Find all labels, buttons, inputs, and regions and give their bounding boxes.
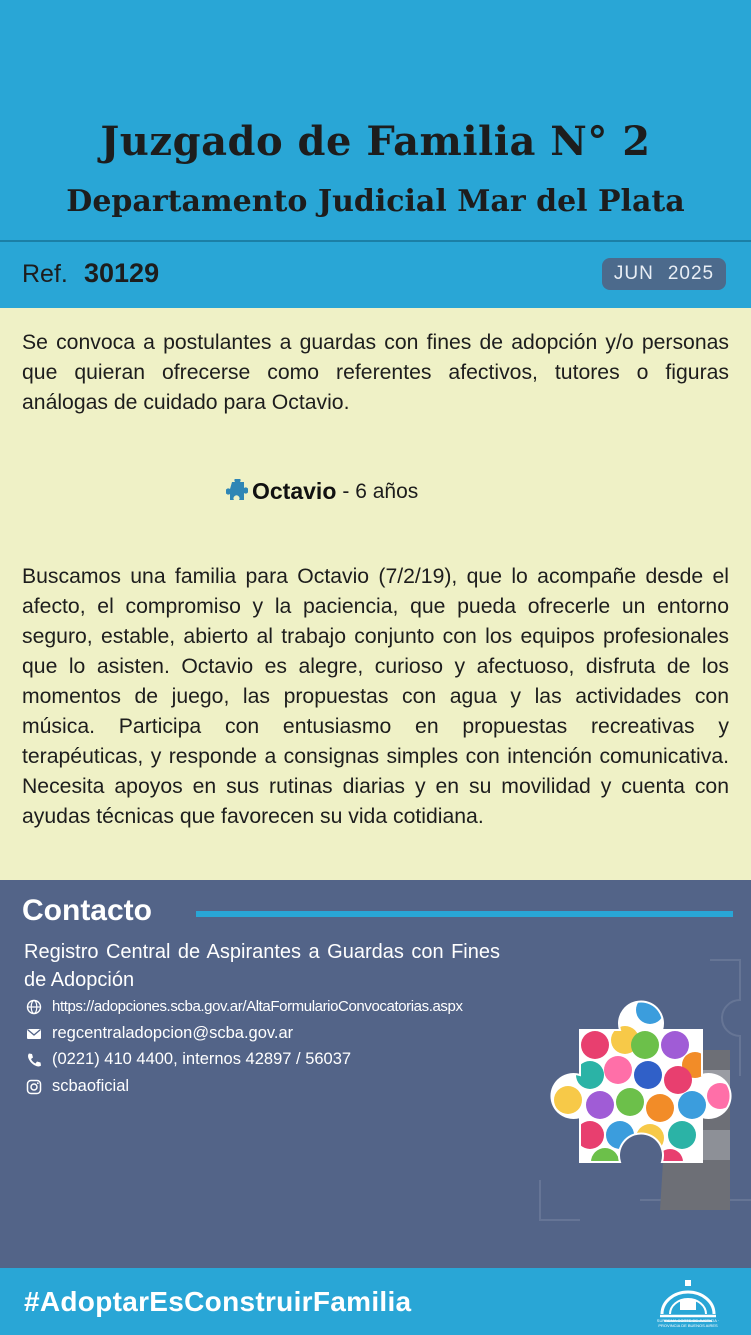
email-link[interactable]: regcentraladopcion@scba.gov.ar (52, 1024, 294, 1042)
phone-number[interactable]: (0221) 410 4400, internos 42897 / 56037 (52, 1050, 352, 1068)
contact-email[interactable] (26, 1024, 293, 1043)
date-year: 2025 (667, 263, 715, 284)
child-name: Octavio (252, 478, 337, 504)
reference-number: 30129 (84, 258, 160, 288)
instagram-icon (26, 1079, 42, 1095)
description-paragraph: Buscamos una familia para Octavio (7/2/19), que lo acompañe desde el afecto, el compromiso y la paciencia, que pueda ofrecerle un entorno seguro, estable, abierto al trabajo conjunto con los equipos profesionales que lo asisten. Octavio es alegre, curioso y afectuoso, disfruta de los momentos de juego, las propuestas con agua y las actividades con música. Participa con entusiasmo en propuestas recreativas y terapéuticas, y responde a consignas simples con intención comunicativa. Necesita apoyos en sus rutinas diarias y en su movilidad y cuenta con ayudas técnicas que favorecen su vida cotidiana. (22, 565, 729, 828)
contact-title: Contacto (22, 894, 152, 927)
footer-hashtag: #AdoptarEsConstruirFamilia (24, 1286, 412, 1317)
website-link[interactable]: https://adopciones.scba.gov.ar/AltaFormularioConvocatorias.aspx (52, 998, 463, 1015)
intro-paragraph: Se convoca a postulantes a guardas con fines de adopción y/o personas que quieran ofrecerse como referentes afectivos, tutores o figuras análogas de cuidado para Octavio. (22, 331, 729, 414)
scba-logo-text: SUPREMA CORTE DE JUSTICIA · PROVINCIA DE BUENOS AIRES (656, 1318, 720, 1328)
reference-label: Ref. (22, 260, 68, 288)
puzzle-piece-icon (226, 479, 248, 505)
contact-instagram[interactable] (26, 1077, 129, 1096)
page-title: Juzgado de Familia N° 2 (100, 118, 651, 165)
contact-divider (196, 911, 733, 917)
date-month: JUN (613, 263, 654, 284)
contact-phone[interactable] (26, 1050, 351, 1069)
phone-icon (26, 1052, 42, 1068)
date-badge (602, 258, 726, 290)
child-age: - 6 años (342, 479, 419, 503)
child-heading (226, 478, 418, 505)
contact-website[interactable] (26, 998, 463, 1015)
globe-icon (26, 999, 42, 1015)
contact-organization: Registro Central de Aspirantes a Guardas con Fines de Adopción (24, 941, 500, 991)
contact-section (0, 880, 751, 1268)
page-subtitle: Departamento Judicial Mar del Plata (66, 184, 685, 219)
heart-puzzle-illustration (520, 920, 751, 1250)
instagram-handle[interactable]: scbaoficial (52, 1077, 130, 1095)
envelope-icon (26, 1026, 42, 1042)
